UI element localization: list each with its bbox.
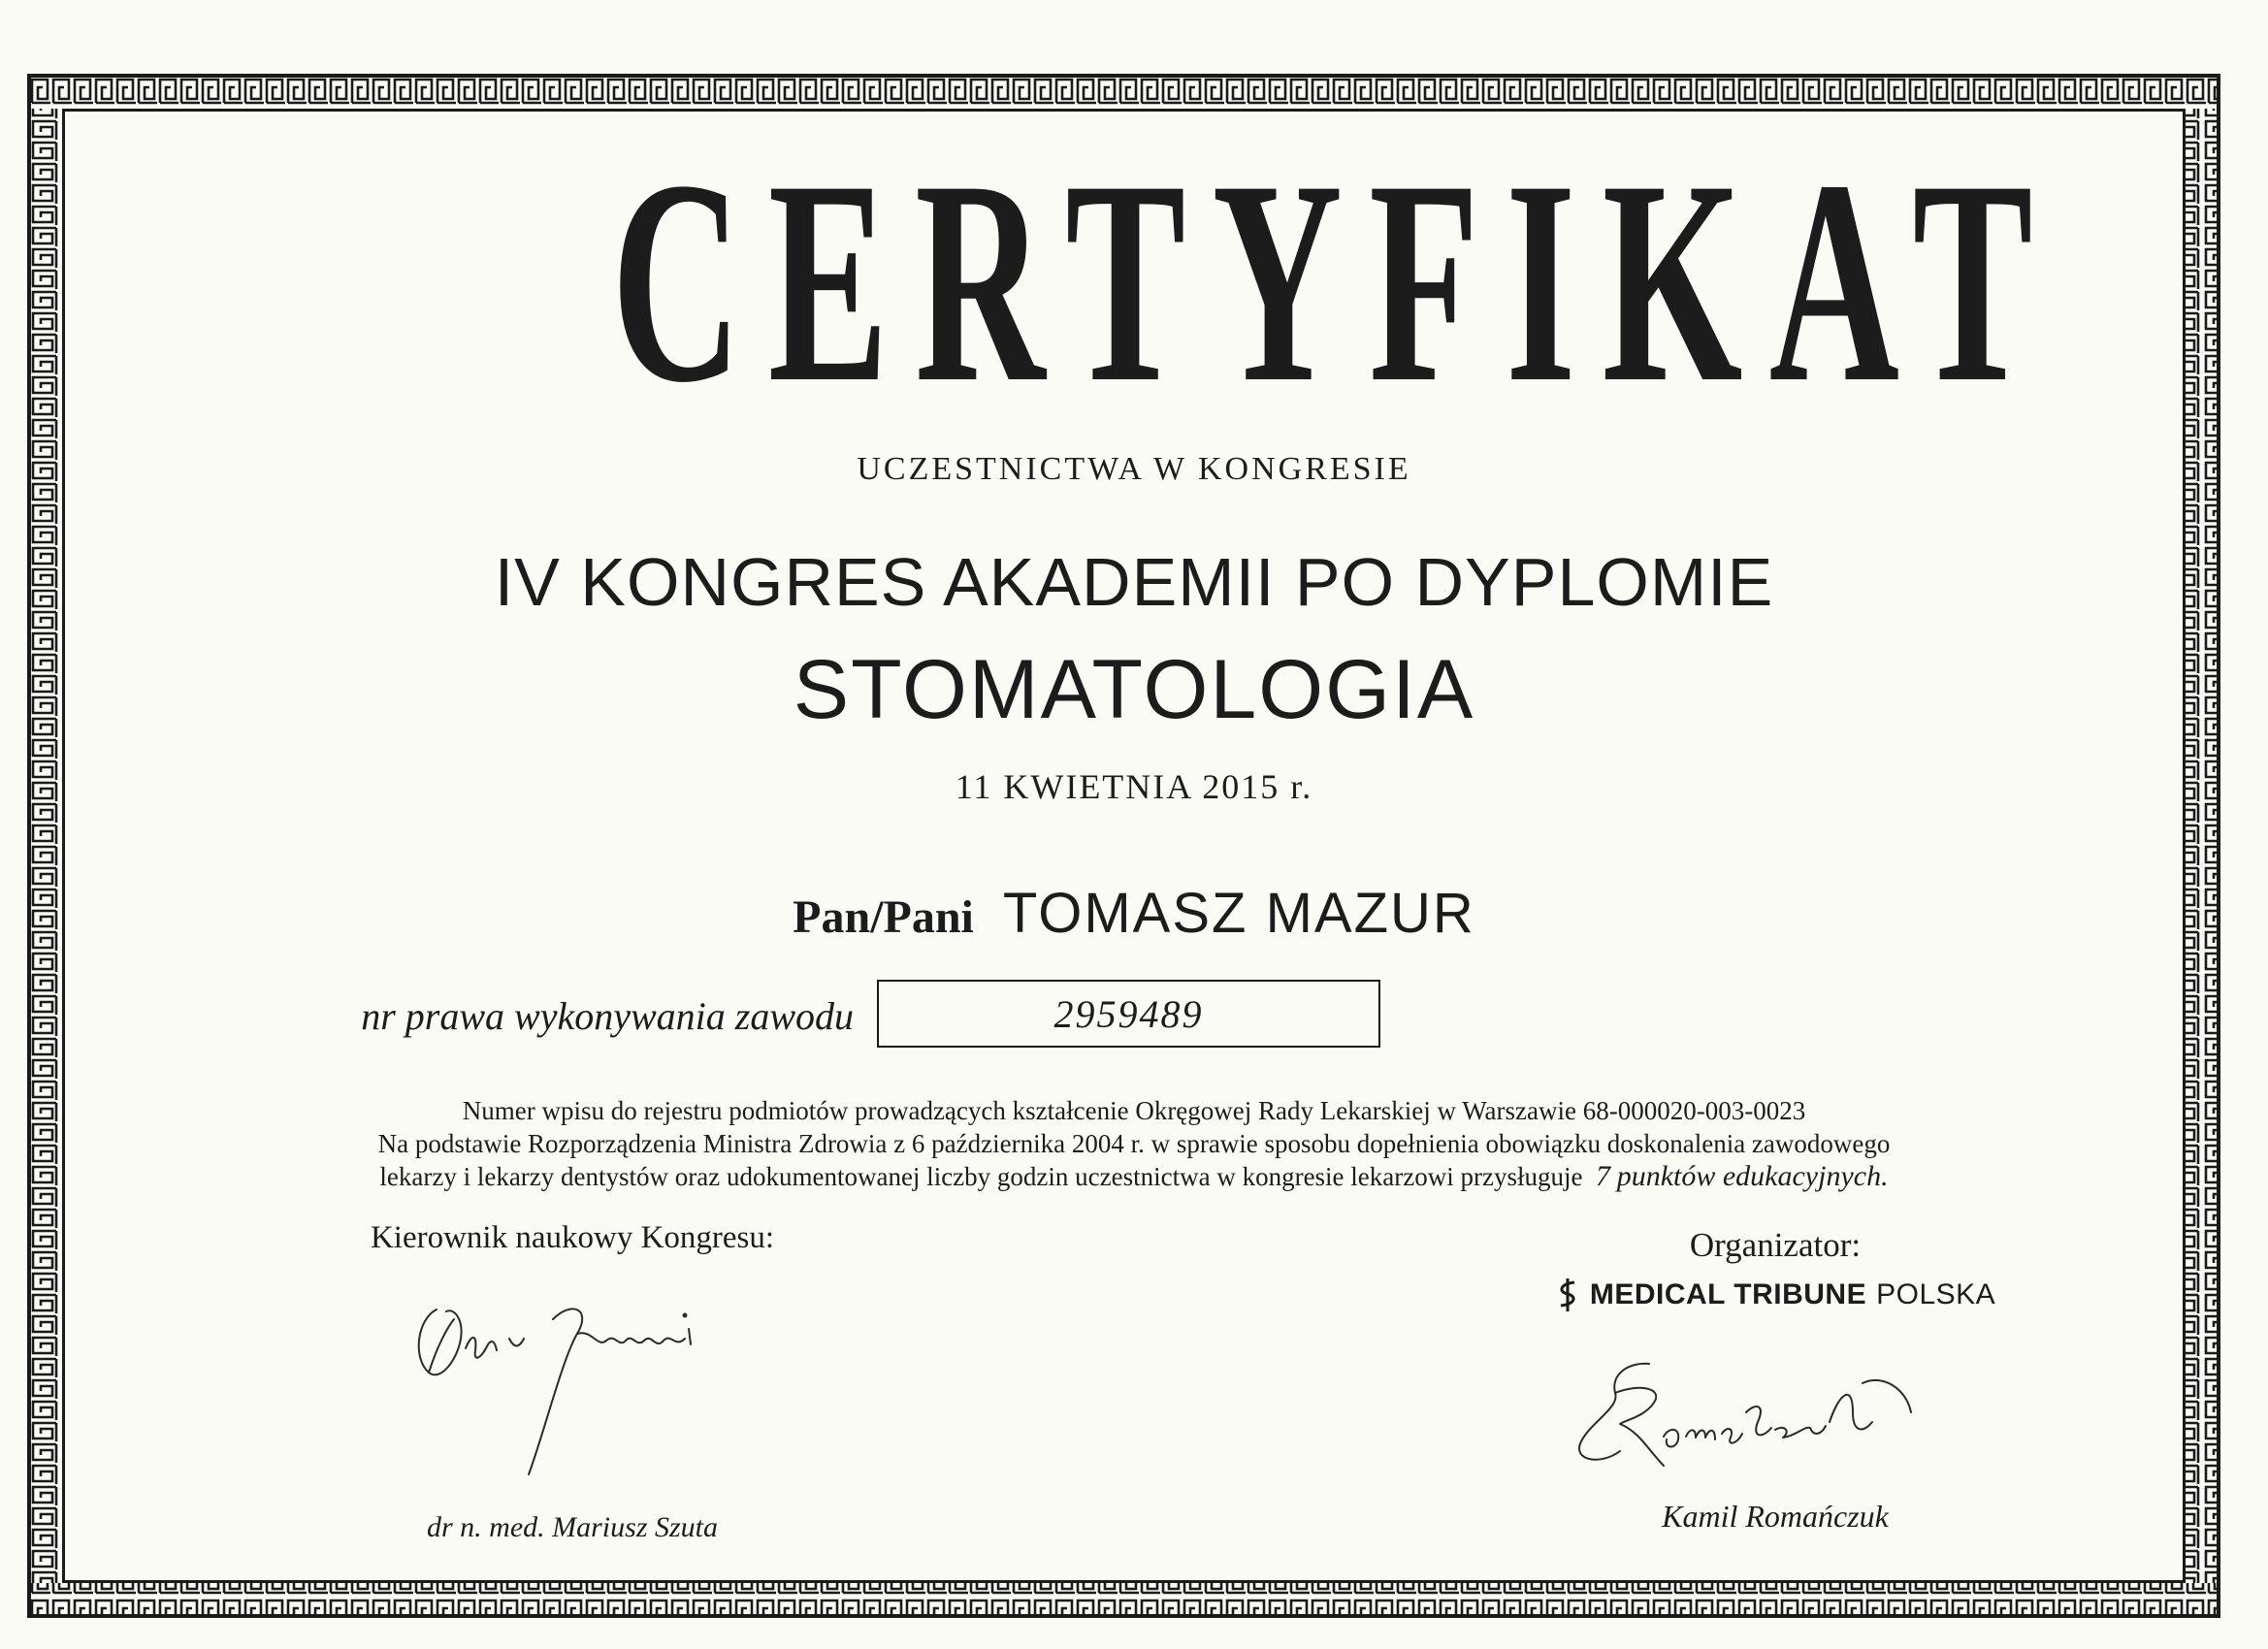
salutation: Pan/Pani bbox=[793, 891, 974, 943]
certificate-subtitle: UCZESTNICTWA W KONGRESIE bbox=[857, 451, 1411, 487]
certificate-title: CERTYFIKAT bbox=[611, 120, 2059, 442]
legal-line-3 bbox=[194, 1160, 2074, 1193]
caduceus-icon bbox=[1555, 1277, 1580, 1313]
organizer-name: MEDICAL TRIBUNE bbox=[1589, 1278, 1867, 1310]
congress-date: 11 KWIETNIA 2015 r. bbox=[955, 767, 1313, 806]
organizer-caption: Organizator: bbox=[1689, 1226, 1862, 1264]
organizer-logo bbox=[1533, 1277, 2018, 1313]
congress-field: STOMATOLOGIA bbox=[793, 643, 1475, 736]
legal-line-2: Na podstawie Rozporządzenia Ministra Zdrowia z 6 października 2004 r. w sprawie sposobu dopełnienia obowiązku doskonalenia zawodowego bbox=[377, 1129, 1891, 1158]
legal-line-3-text: lekarzy i lekarzy dentystów oraz udokumentowanej liczby godzin uczestnictwa w kongresie lekarzowi przysługuje bbox=[379, 1162, 1583, 1191]
education-points: 7 bbox=[1595, 1160, 1610, 1192]
organizer-signature bbox=[1571, 1344, 1921, 1480]
legal-notice bbox=[194, 1094, 2074, 1193]
education-points-label: punktów edukacyjnych. bbox=[1616, 1160, 1889, 1192]
legal-line-1: Numer wpisu do rejestru podmiotów prowadzących kształcenie Okręgowej Rady Lekarskiej w Warszawie 68-000020-003-0023 bbox=[462, 1096, 1806, 1125]
license-number-box bbox=[877, 980, 1380, 1048]
scientific-director-signature bbox=[407, 1280, 786, 1484]
organizer-country: POLSKA bbox=[1876, 1278, 1996, 1310]
participant-row bbox=[0, 881, 2268, 946]
license-label: nr prawa wykonywania zawodu bbox=[361, 994, 854, 1038]
participant-name: TOMASZ MAZUR bbox=[1002, 882, 1475, 945]
license-number: 2959489 bbox=[1053, 991, 1204, 1036]
scientific-director-name: dr n. med. Mariusz Szuta bbox=[426, 1511, 718, 1543]
scientific-director-caption: Kierownik naukowy Kongresu: bbox=[370, 1220, 775, 1255]
organizer-signer-name: Kamil Romańczuk bbox=[1662, 1499, 1889, 1534]
congress-name: IV KONGRES AKADEMII PO DYPLOMIE bbox=[494, 544, 1774, 620]
